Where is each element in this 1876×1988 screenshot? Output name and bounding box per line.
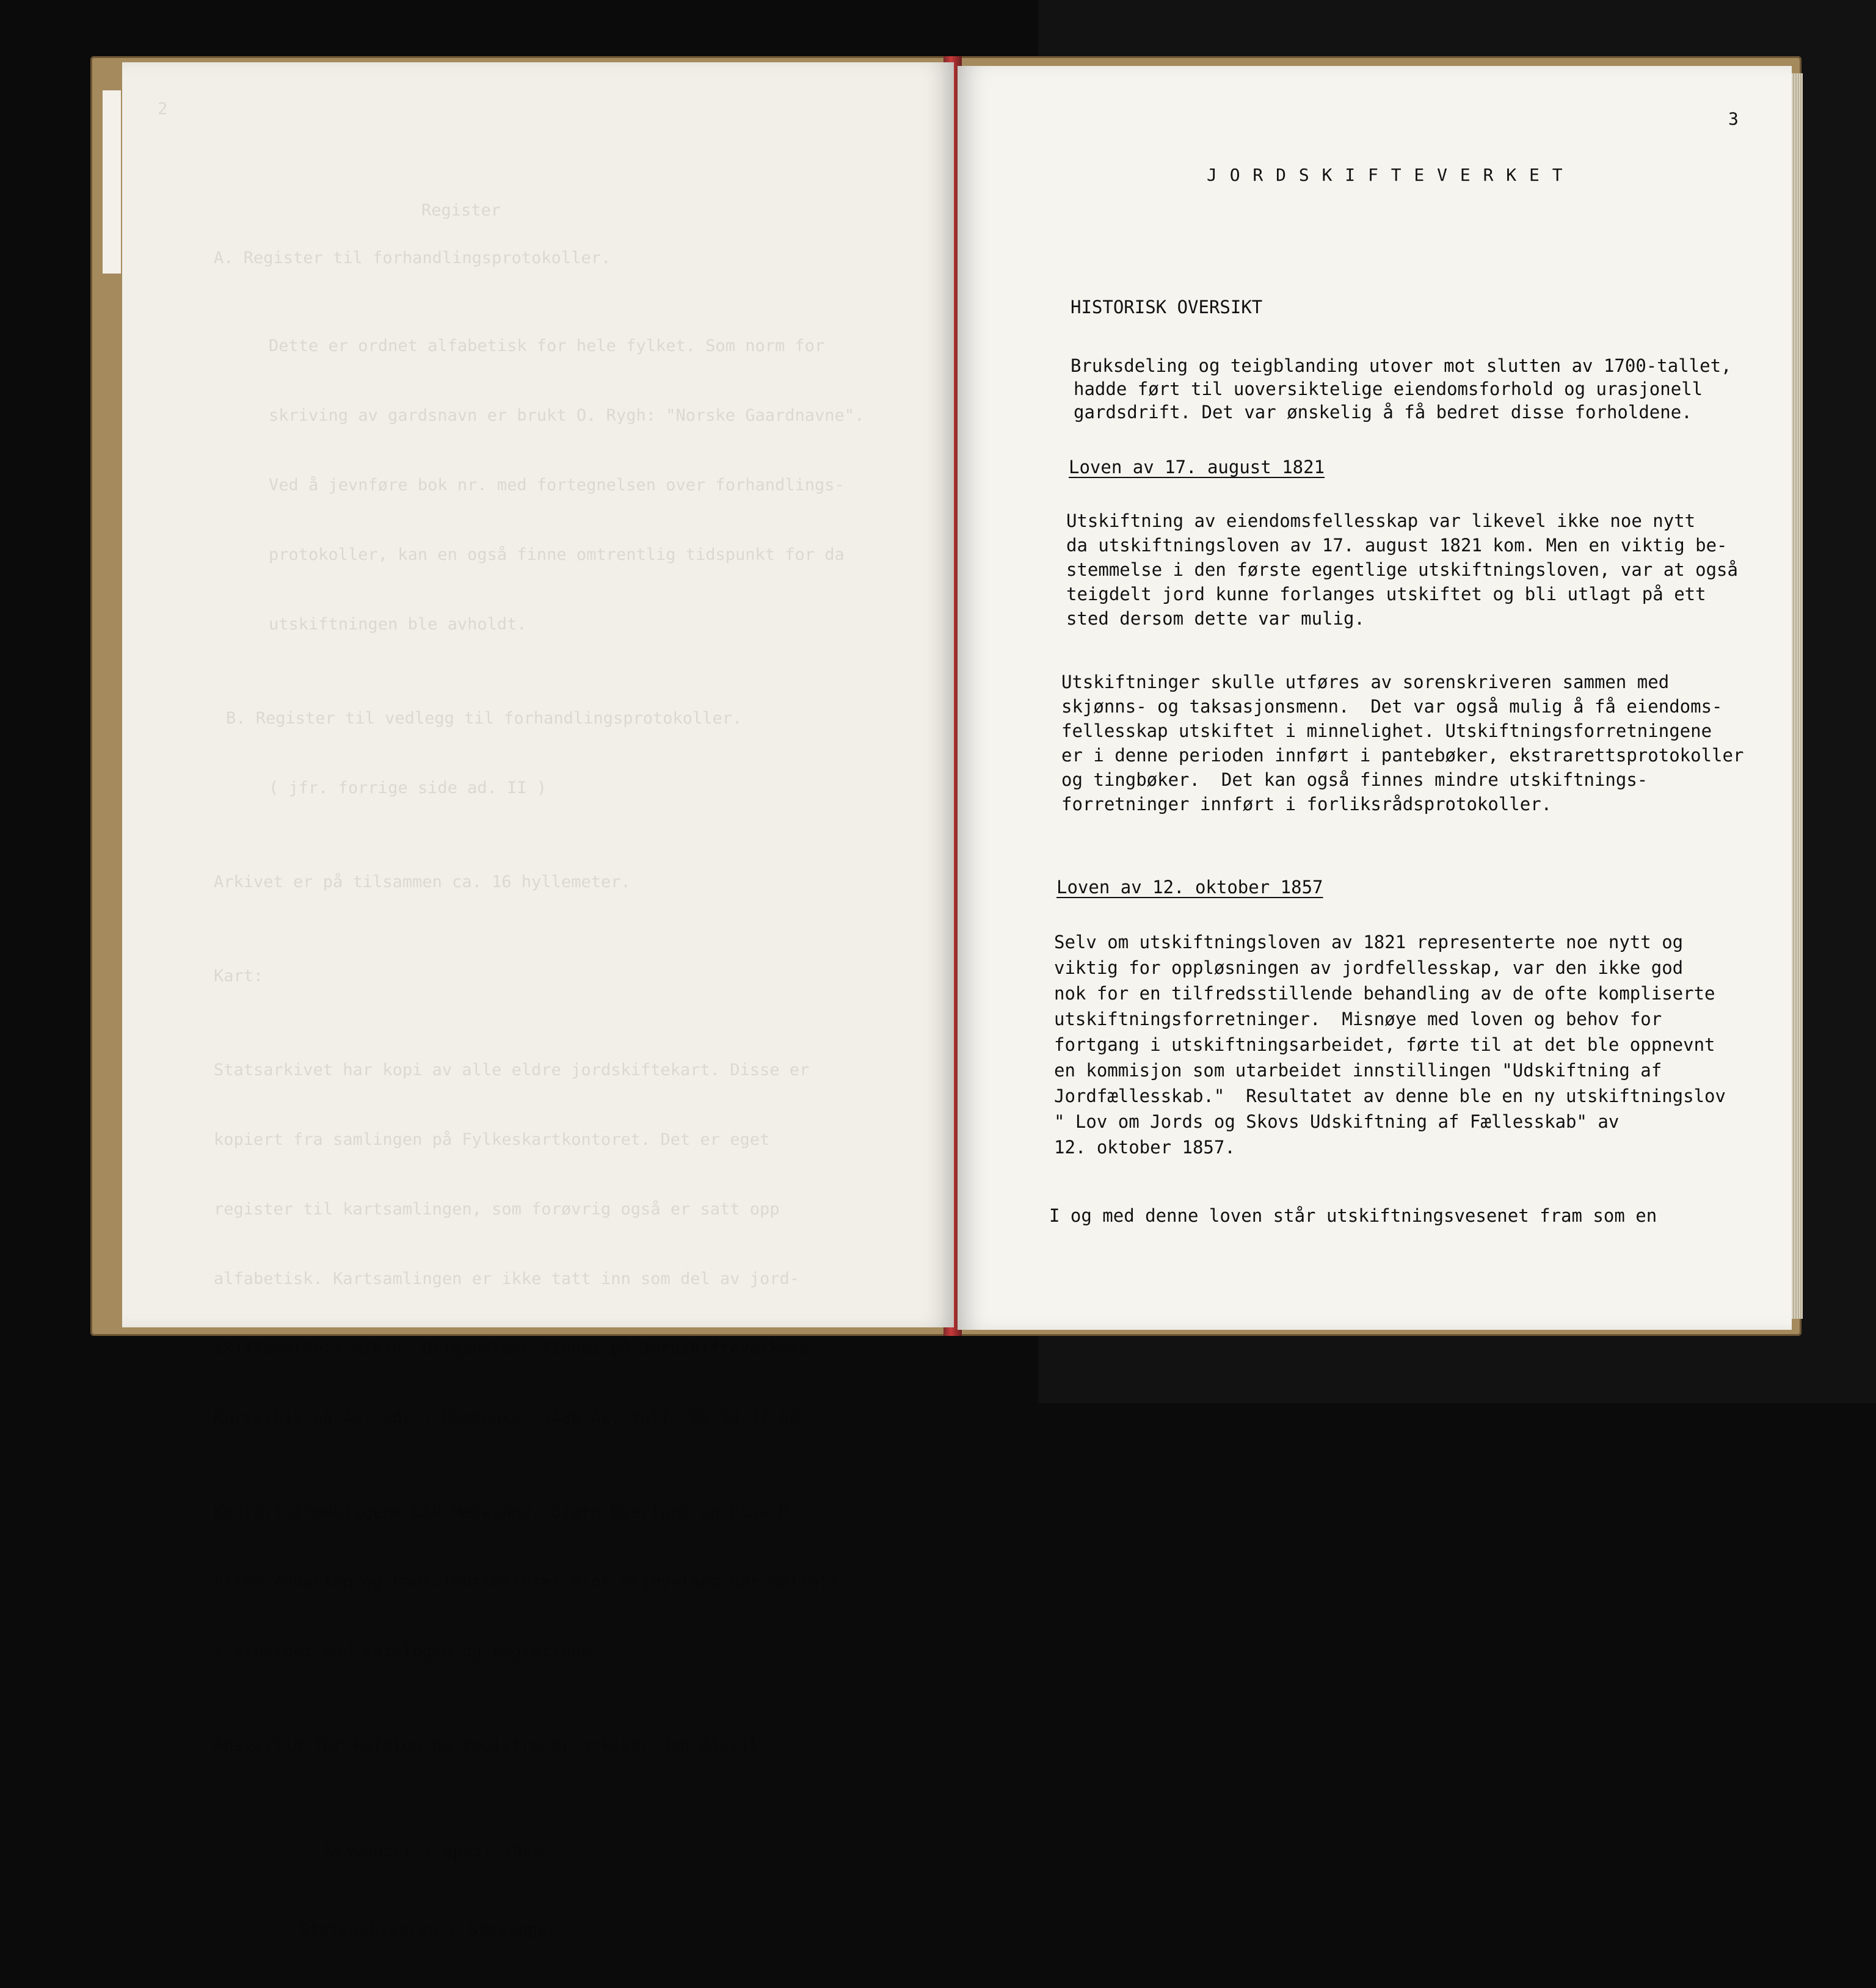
paragraph-1	[1071, 355, 1732, 459]
left-page-text: Register	[421, 201, 501, 220]
text-line: teigdelt jord kunne forlanges utskiftet og bli utlagt på ett	[1066, 584, 1706, 604]
page-title: J O R D S K I F T E V E R K E T	[1207, 165, 1564, 185]
text-line: forretninger innført i forliksrådsprotokoller.	[1061, 794, 1552, 814]
text-line: Utskiftning av eiendomsfellesskap var likevel ikke noe nytt	[1066, 510, 1696, 531]
text-line: I og med denne loven står utskiftningsvesenet fram som en	[1049, 1205, 1657, 1226]
paragraph-3	[1061, 672, 1744, 838]
section-heading: HISTORISK OVERSIKT	[1071, 297, 1263, 317]
page-number: 3	[1728, 109, 1739, 129]
text-line: Selv om utskiftningsloven av 1821 representerte noe nytt og	[1054, 932, 1684, 952]
text-line: Jordfællesskab." Resultatet av denne ble en ny utskiftningslov	[1054, 1086, 1726, 1106]
text-line: utskiftningsforretninger. Misnøye med loven og behov for	[1054, 1009, 1662, 1029]
subheading-1857: Loven av 12. oktober 1857	[1056, 877, 1323, 898]
right-page	[958, 66, 1792, 1330]
text-line: er i denne perioden innført i pantebøker, ekstrarettsprotokoller	[1061, 745, 1744, 766]
text-line: nok for en tilfredsstillende behandling av de ofte kompliserte	[1054, 983, 1715, 1004]
paragraph-5	[1049, 1205, 1657, 1268]
text-line: fortgang i utskiftningsarbeidet, førte til at det ble oppnevnt	[1054, 1034, 1715, 1055]
text-line: viktig for oppløsningen av jordfellesskap, var den ikke god	[1054, 957, 1684, 978]
text-line: hadde ført til uoversiktelige eiendomsforhold og urasjonell	[1074, 379, 1703, 399]
text-line: stemmelse i den første egentlige utskiftningsloven, var at også	[1066, 559, 1738, 580]
text-line: Bruksdeling og teigblanding utover mot slutten av 1700-tallet,	[1071, 355, 1732, 376]
left-page-text-block: A. Register til forhandlingsprotokoller. Dette er ordnet alfabetisk for hele fylket. Som norm for skriving av gardsnavn er brukt O. Rygh: "Norske Gaardnavne". Ved å jevnføre bok nr. med fortegnelsen over forhandlings- protokoller, kan en også finne omtrentlig tidspunkt for da utskiftningen ble avholdt. B. Register til vedlegg til forhandlingsprotokoller. ( jfr. forrige side ad. II ) Arkivet er på tilsammen ca. 16 hyllemeter. Kart: Statsarkivet har kopi av alle eldre jordskiftekart. Disse er kopiert fra samlingen på Fylkeskartkontoret. Det er eget register til kartsamlingen, som forøvrig også er satt opp alfabetisk. Kartsamlingen er ikke tatt inn som del av jord- skifteverkets arkiv. Originalene finnes på Jordskifteverkets Kartarkiv på Ås, adr.: Postboks. 1430 Ås, telf. 02 94 12 60. Kontorfullmektigene Elk Mæsevand, Bjørn Øverland og Elsa M. Pisha Andersen og konsulentsekretær Aina Skjøveland har deltatt i arbeidet med katalogen og registrene. Ansvarlig for katalog og registre er arkivar Jan Alsvik. Stavanger i april 1984 Statsarkivaren i Stavanger	[214, 248, 865, 1939]
text-line: en kommisjon som utarbeidet innstillingen "Udskiftning af	[1054, 1060, 1662, 1081]
text-line: og tingbøker. Det kan også finnes mindre utskiftnings-	[1061, 769, 1648, 790]
text-line: 12. oktober 1857.	[1054, 1137, 1235, 1158]
text-line: da utskiftningsloven av 17. august 1821 kom. Men en viktig be-	[1066, 535, 1728, 556]
subheading-1821: Loven av 17. august 1821	[1069, 457, 1325, 477]
text-line: sted dersom dette var mulig.	[1066, 608, 1365, 629]
text-line: fellesskap utskiftet i minnelighet. Utskiftningsforretningene	[1061, 720, 1712, 741]
text-line: skjønns- og taksasjonsmenn. Det var også mulig å få eiendoms-	[1061, 696, 1723, 717]
text-line: gardsdrift. Det var ønskelig å få bedret disse forholdene.	[1074, 402, 1692, 423]
text-line: Utskiftninger skulle utføres av sorenskriveren sammen med	[1061, 672, 1670, 692]
page-edges	[1792, 73, 1803, 1319]
paragraph-2	[1066, 510, 1738, 656]
left-page-number: 2	[158, 100, 168, 118]
left-page	[122, 62, 954, 1939]
paragraph-4	[1054, 932, 1726, 1160]
text-line: " Lov om Jords og Skovs Udskiftning af Fællesskab" av	[1054, 1111, 1620, 1132]
cover-label	[103, 90, 121, 274]
